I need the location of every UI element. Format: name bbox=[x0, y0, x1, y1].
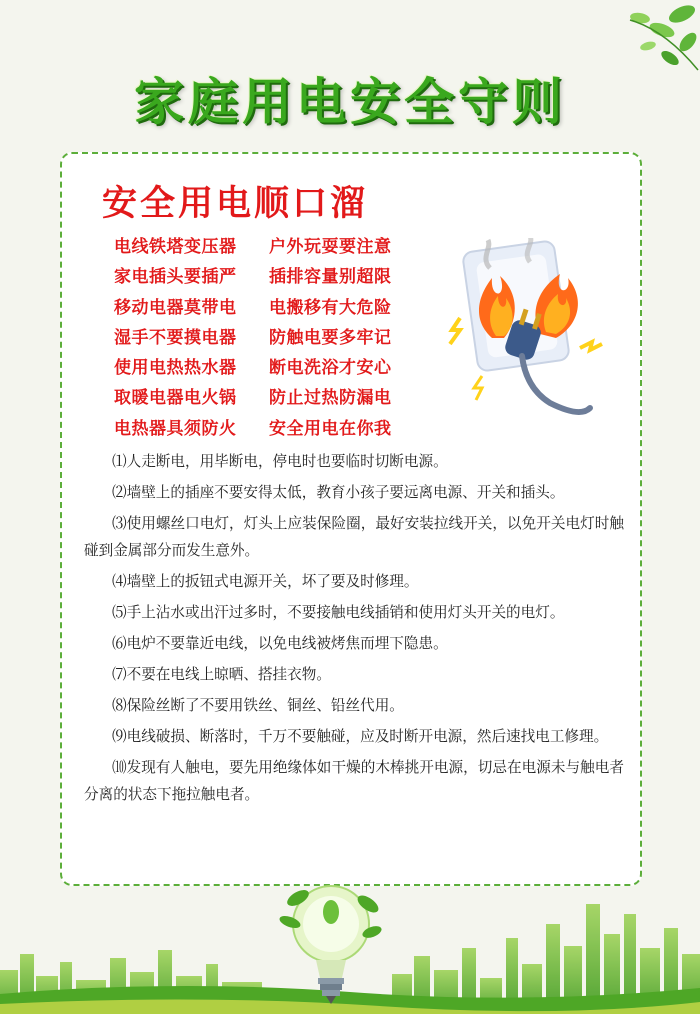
rhyme-line: 使用电热热水器 bbox=[114, 358, 237, 379]
page-title: 家庭用电安全守则 bbox=[134, 73, 566, 131]
rule-item: ⑸手上沾水或出汗过多时，不要接触电线插销和使用灯头开关的电灯。 bbox=[112, 604, 565, 621]
rhyme-line: 断电洗浴才安心 bbox=[269, 358, 392, 379]
rhyme-line: 防止过热防漏电 bbox=[269, 388, 392, 409]
rule-item: ⑷墙壁上的扳钮式电源开关，坏了要及时修理。 bbox=[112, 573, 419, 590]
safety-rules-list bbox=[84, 448, 624, 812]
rhyme-line: 插排容量别超限 bbox=[269, 267, 392, 288]
rule-item: ⑶使用螺丝口电灯，灯头上应装保险圈，最好安装拉线开关，以免开关电灯时触碰到金属部分而发生意外。 bbox=[84, 515, 624, 559]
rhyme-line: 电搬移有大危险 bbox=[269, 297, 392, 318]
rhyme-line: 移动电器莫带电 bbox=[114, 297, 237, 318]
rhyme-line: 防触电要多牢记 bbox=[269, 327, 392, 348]
rule-item: ⑺不要在电线上晾晒、搭挂衣物。 bbox=[112, 666, 331, 683]
rule-item: ⑹电炉不要靠近电线，以免电线被烤焦而埋下隐患。 bbox=[112, 635, 448, 652]
rule-item: ⑵墙壁上的插座不要安得太低，教育小孩子要远离电源、开关和插头。 bbox=[112, 484, 565, 501]
rule-item: ⑴人走断电，用毕断电，停电时也要临时切断电源。 bbox=[112, 453, 448, 470]
rhyme-section-title: 安全用电顺口溜 bbox=[102, 184, 369, 224]
rhyme-line: 电线铁塔变压器 bbox=[114, 237, 237, 257]
rhyme-line: 湿手不要摸电器 bbox=[114, 327, 237, 348]
burning-plug-icon bbox=[430, 238, 608, 434]
rule-item: ⑽发现有人触电，要先用绝缘体如干燥的木棒挑开电源，切忌在电源未与触电者分离的状态下拖拉触电者。 bbox=[84, 759, 624, 803]
content-card bbox=[60, 152, 642, 886]
lightbulb-icon bbox=[276, 874, 386, 1014]
rhyme-line: 电热器具须防火 bbox=[114, 418, 237, 439]
rule-item: ⑼电线破损、断落时，千万不要触碰，应及时断开电源，然后速找电工修理。 bbox=[112, 728, 609, 745]
rhyme-line: 取暖电器电火锅 bbox=[114, 388, 237, 409]
rule-item: ⑻保险丝断了不要用铁丝、铜丝、铅丝代用。 bbox=[112, 697, 404, 714]
rhyme-line: 家电插头要插严 bbox=[114, 267, 237, 288]
rhyme-list bbox=[114, 232, 414, 444]
rhyme-line: 安全用电在你我 bbox=[269, 418, 392, 439]
rhyme-line: 户外玩耍要注意 bbox=[269, 237, 392, 257]
